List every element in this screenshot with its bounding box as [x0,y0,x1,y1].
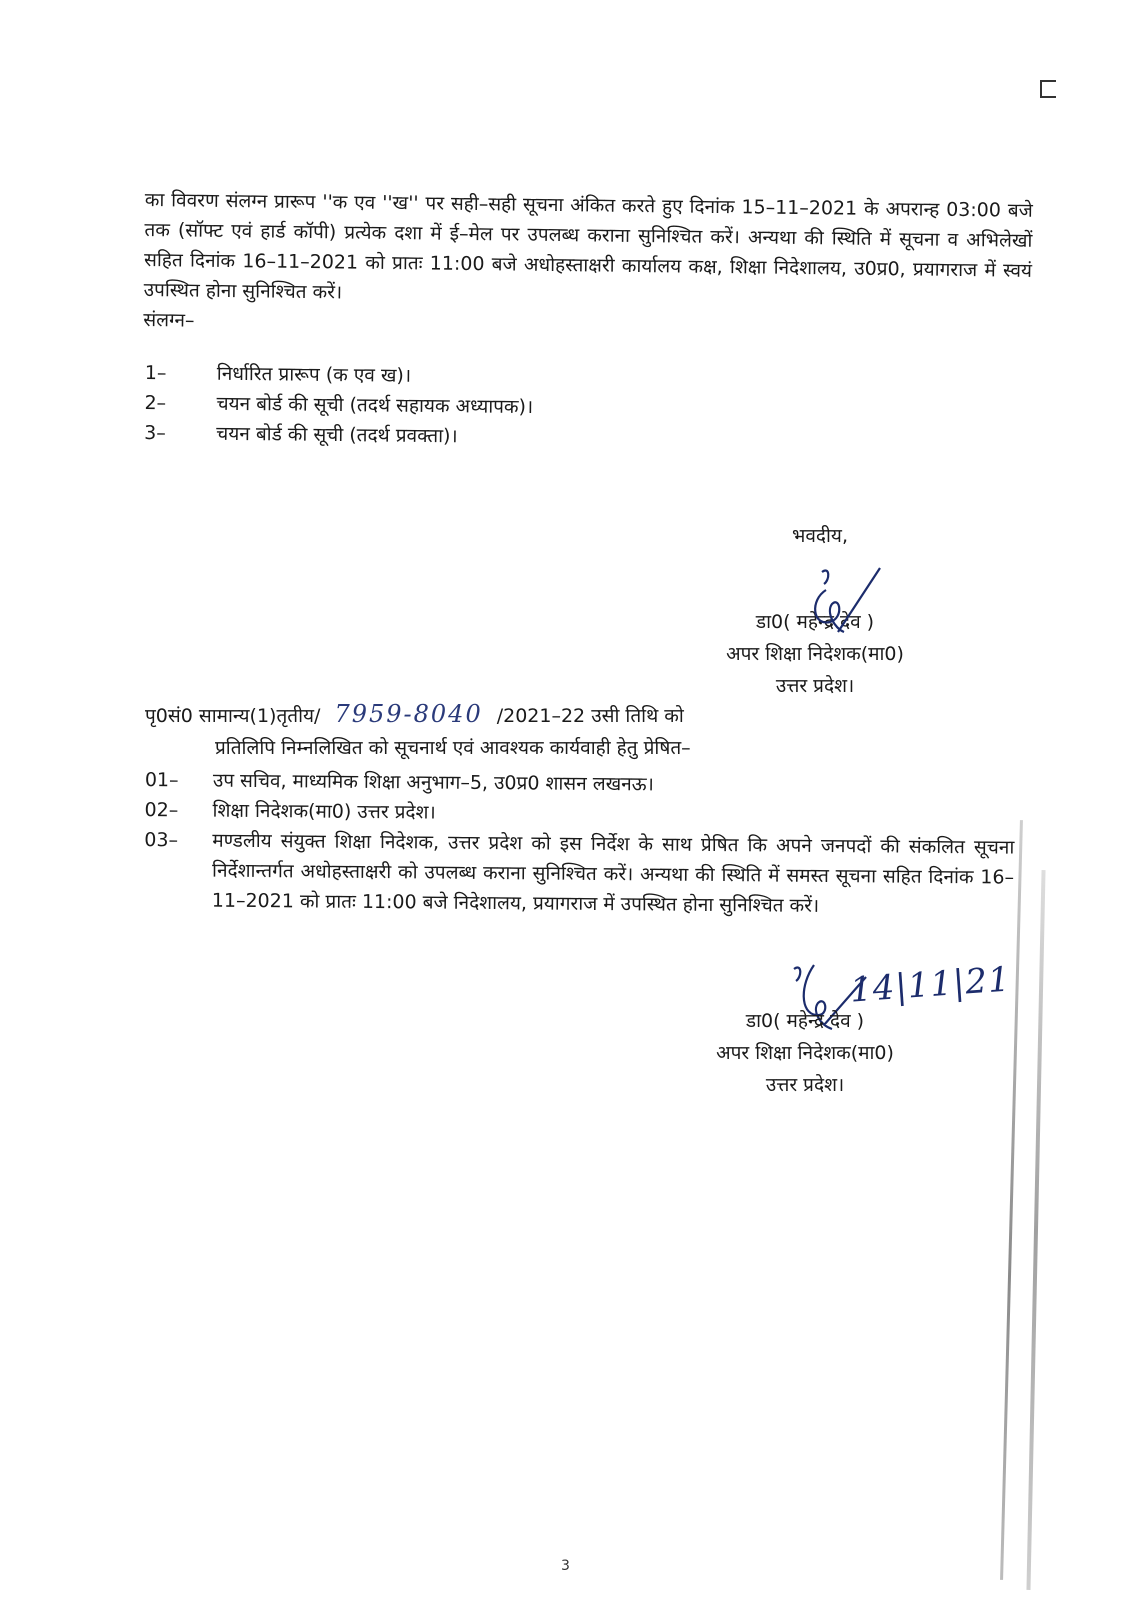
scan-edge-streak [1000,820,1023,1580]
body-paragraph: का विवरण संलग्न प्रारूप ''क एव ''ख'' पर सही–सही सूचना अंकित करते हुए दिनांक 15–11–2021 के अपरान्ह 03:00 बजे तक (सॉफ्ट एवं हार्ड कॉपी) प्रत्येक दशा में ई–मेल पर उपलब्ध कराना सुनिश्चित करें। अन्यथा की स्थिति में सूचना व अभिलेखों सहित दिनांक 16–11–2021 को प्रातः 11:00 बजे अधोहस्ताक्षरी कार्यालय कक्ष, शिक्षा निदेशालय, उ0प्र0, प्रयागराज में स्वयं उपस्थित होना सुनिश्चित करें। [143,188,1033,304]
closing-salutation: भवदीय, [792,525,848,547]
scan-corner-mark [1040,80,1056,98]
signatory-name: डा0( महेन्द्र देव ) [745,1010,865,1032]
copy-list [144,765,1015,923]
item-number: 03– [144,828,179,852]
attachments-list [144,358,534,452]
item-number: 2– [144,391,167,415]
body-paragraph-block [143,185,1033,346]
scan-edge-streak [1026,870,1045,1590]
item-number: 3– [144,421,166,445]
reference-prefix: पृ0सं0 सामान्य(1)तृतीय/ [145,705,321,727]
item-number: 01– [144,768,179,792]
reference-number-line [145,698,684,732]
handwritten-dispatch-number: 7959-8040 [334,700,483,728]
item-text: मण्डलीय संयुक्त शिक्षा निदेशक, उत्तर प्रदेश को इस निर्देश के साथ प्रेषित कि अपने जनपदों की संकलित सूचना निर्देशान्तर्गत अधोहस्ताक्षरी को उपलब्ध कराना सुनिश्चित करें। अन्यथा की स्थिति में समस्त सूचना सहित दिनांक 16–11–2021 को प्रातः 11:00 बजे निदेशालय, प्रयागराज में उपस्थित होना सुनिश्चित करें। [211,829,1015,917]
item-number: 1– [144,361,167,385]
list-item [144,388,533,422]
signatory-designation: अपर शिक्षा निदेशक(मा0) [716,1042,894,1064]
handwritten-date: 14|11|21 [848,959,1012,1011]
handwritten-signature-1 [800,560,900,640]
item-text: चयन बोर्ड की सूची (तदर्थ प्रवक्ता)। [216,422,458,448]
item-number: 02– [144,798,179,822]
signatory-state: उत्तर प्रदेश। [775,675,855,697]
list-item [144,418,533,452]
item-text: शिक्षा निदेशक(मा0) उत्तर प्रदेश। [212,799,436,824]
reference-suffix: /2021–22 उसी तिथि को [496,705,684,727]
list-item [144,825,1015,923]
page-number: 3 [561,1558,570,1574]
copy-intro: प्रतिलिपि निम्नलिखित को सूचनार्थ एवं आवश्यक कार्यवाही हेतु प्रेषित– [215,737,691,759]
list-item [145,358,534,392]
signature-block-2 [690,1005,920,1101]
signatory-state: उत्तर प्रदेश। [765,1074,845,1096]
attachments-label: संलग्न– [143,308,195,332]
signatory-name: डा0( महेन्द्र देव ) [755,611,875,633]
item-text: उप सचिव, माध्यमिक शिक्षा अनुभाग–5, उ0प्र0 शासन लखनऊ। [212,769,654,796]
signatory-designation: अपर शिक्षा निदेशक(मा0) [726,643,904,665]
item-text: निर्धारित प्रारूप (क एव ख)। [216,362,412,387]
item-text: चयन बोर्ड की सूची (तदर्थ सहायक अध्यापक)। [216,392,534,419]
